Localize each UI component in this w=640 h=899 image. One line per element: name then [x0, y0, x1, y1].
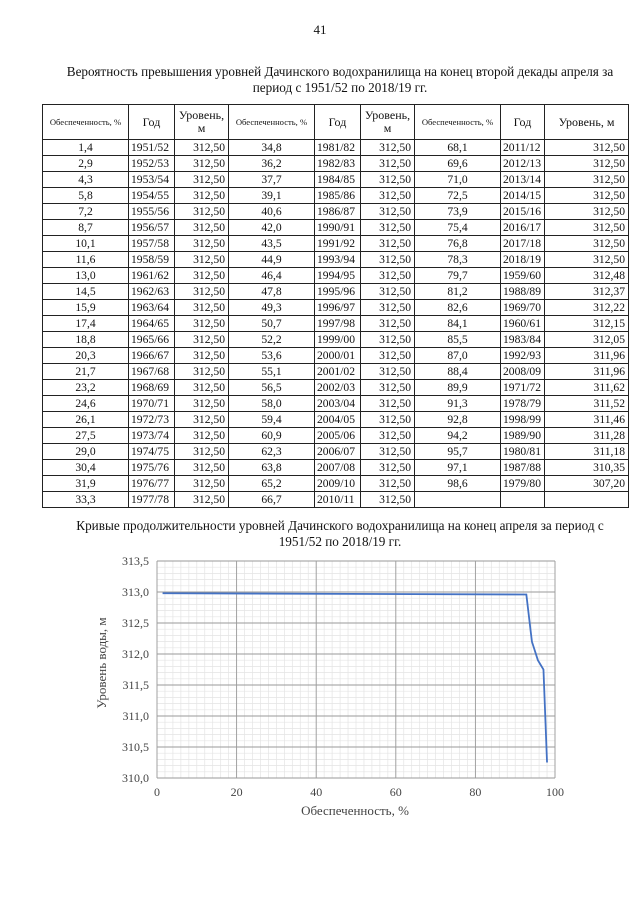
year-cell: 1998/99: [501, 412, 545, 428]
level-cell: 312,50: [175, 284, 229, 300]
level-cell: 312,50: [361, 284, 415, 300]
x-tick-label: 100: [546, 785, 564, 799]
header-probability: Обеспеченность, %: [415, 105, 501, 140]
year-cell: 1968/69: [129, 380, 175, 396]
level-cell: 312,50: [175, 380, 229, 396]
level-cell: 311,96: [545, 348, 629, 364]
level-cell: 312,22: [545, 300, 629, 316]
table-row: [43, 412, 629, 428]
year-cell: 1953/54: [129, 172, 175, 188]
probability-cell: 34,8: [229, 140, 315, 156]
year-cell: 2005/06: [315, 428, 361, 444]
level-cell: 312,50: [545, 220, 629, 236]
page-number: 41: [313, 22, 327, 37]
level-cell: 312,50: [361, 300, 415, 316]
probability-cell: 10,1: [43, 236, 129, 252]
year-cell: 2002/03: [315, 380, 361, 396]
level-cell: 311,18: [545, 444, 629, 460]
probability-cell: 66,7: [229, 492, 315, 508]
probability-cell: 8,7: [43, 220, 129, 236]
level-cell: 312,50: [175, 268, 229, 284]
exceedance-table: [42, 104, 629, 508]
year-cell: 1960/61: [501, 316, 545, 332]
year-cell: 1961/62: [129, 268, 175, 284]
level-cell: 312,50: [175, 476, 229, 492]
level-cell: 311,46: [545, 412, 629, 428]
probability-cell: 44,9: [229, 252, 315, 268]
x-axis-label: Обеспеченность, %: [301, 803, 409, 818]
table-row: [43, 428, 629, 444]
year-cell: 2008/09: [501, 364, 545, 380]
series-line: [163, 593, 547, 762]
probability-cell: 69,6: [415, 156, 501, 172]
x-tick-label: 80: [469, 785, 482, 799]
level-cell: 312,50: [545, 236, 629, 252]
header-level: Уровень, м: [175, 105, 229, 140]
probability-cell: 68,1: [415, 140, 501, 156]
probability-cell: 36,2: [229, 156, 315, 172]
level-cell: 312,50: [361, 428, 415, 444]
year-cell: 1959/60: [501, 268, 545, 284]
year-cell: 1997/98: [315, 316, 361, 332]
year-cell: 1958/59: [129, 252, 175, 268]
probability-cell: 20,3: [43, 348, 129, 364]
level-cell: 312,50: [361, 364, 415, 380]
year-cell: 1989/90: [501, 428, 545, 444]
year-cell: 1996/97: [315, 300, 361, 316]
y-tick-label: 310,0: [122, 771, 149, 785]
level-cell: 312,50: [175, 300, 229, 316]
probability-cell: 58,0: [229, 396, 315, 412]
level-cell: 312,05: [545, 332, 629, 348]
level-cell: 312,50: [545, 252, 629, 268]
level-cell: 312,48: [545, 268, 629, 284]
year-cell: 1995/96: [315, 284, 361, 300]
probability-cell: 21,7: [43, 364, 129, 380]
probability-cell: 13,0: [43, 268, 129, 284]
level-duration-chart: [0, 548, 640, 848]
table-row: [43, 220, 629, 236]
probability-cell: 27,5: [43, 428, 129, 444]
year-cell: 1978/79: [501, 396, 545, 412]
probability-cell: [415, 492, 501, 508]
level-cell: 312,50: [175, 140, 229, 156]
probability-cell: 88,4: [415, 364, 501, 380]
table-row: [43, 140, 629, 156]
probability-cell: 97,1: [415, 460, 501, 476]
table-row: [43, 492, 629, 508]
level-cell: 312,50: [361, 460, 415, 476]
level-cell: 312,50: [361, 220, 415, 236]
probability-cell: 89,9: [415, 380, 501, 396]
year-cell: 1991/92: [315, 236, 361, 252]
probability-cell: 76,8: [415, 236, 501, 252]
year-cell: 2015/16: [501, 204, 545, 220]
level-cell: 312,50: [545, 204, 629, 220]
year-cell: 2010/11: [315, 492, 361, 508]
year-cell: 2017/18: [501, 236, 545, 252]
header-year: Год: [315, 105, 361, 140]
header-probability: Обеспеченность, %: [43, 105, 129, 140]
level-cell: 312,50: [361, 476, 415, 492]
header-probability: Обеспеченность, %: [229, 105, 315, 140]
level-cell: 312,50: [361, 316, 415, 332]
level-cell: 311,28: [545, 428, 629, 444]
year-cell: 1987/88: [501, 460, 545, 476]
y-axis-ticks: [122, 554, 149, 785]
probability-cell: 4,3: [43, 172, 129, 188]
probability-cell: 92,8: [415, 412, 501, 428]
table-row: [43, 476, 629, 492]
table-row: [43, 236, 629, 252]
probability-cell: 60,9: [229, 428, 315, 444]
probability-cell: 82,6: [415, 300, 501, 316]
year-cell: 1964/65: [129, 316, 175, 332]
year-cell: 2016/17: [501, 220, 545, 236]
year-cell: 1993/94: [315, 252, 361, 268]
year-cell: 1972/73: [129, 412, 175, 428]
level-cell: 312,50: [361, 332, 415, 348]
probability-cell: 53,6: [229, 348, 315, 364]
level-cell: 312,50: [361, 188, 415, 204]
y-tick-label: 310,5: [122, 740, 149, 754]
level-cell: 312,50: [361, 444, 415, 460]
year-cell: 1956/57: [129, 220, 175, 236]
x-tick-label: 60: [389, 785, 402, 799]
year-cell: 2003/04: [315, 396, 361, 412]
level-cell: 311,96: [545, 364, 629, 380]
year-cell: [501, 492, 545, 508]
level-cell: 312,50: [175, 332, 229, 348]
level-cell: 312,50: [175, 220, 229, 236]
level-cell: 311,52: [545, 396, 629, 412]
year-cell: 1974/75: [129, 444, 175, 460]
year-cell: 2004/05: [315, 412, 361, 428]
year-cell: 1952/53: [129, 156, 175, 172]
level-cell: 312,50: [175, 204, 229, 220]
table-row: [43, 348, 629, 364]
header-level: Уровень, м: [545, 105, 629, 140]
probability-cell: 62,3: [229, 444, 315, 460]
level-cell: 312,50: [545, 172, 629, 188]
level-cell: 310,35: [545, 460, 629, 476]
year-cell: 1999/00: [315, 332, 361, 348]
probability-cell: 95,7: [415, 444, 501, 460]
table-row: [43, 460, 629, 476]
level-cell: 312,50: [175, 316, 229, 332]
year-cell: 1981/82: [315, 140, 361, 156]
probability-cell: 24,6: [43, 396, 129, 412]
probability-cell: 87,0: [415, 348, 501, 364]
probability-cell: 1,4: [43, 140, 129, 156]
y-tick-label: 312,0: [122, 647, 149, 661]
year-cell: 1962/63: [129, 284, 175, 300]
probability-cell: 75,4: [415, 220, 501, 236]
probability-cell: 91,3: [415, 396, 501, 412]
level-cell: 312,50: [175, 348, 229, 364]
probability-cell: 46,4: [229, 268, 315, 284]
year-cell: 1983/84: [501, 332, 545, 348]
level-cell: 307,20: [545, 476, 629, 492]
table-row: [43, 300, 629, 316]
year-cell: 1965/66: [129, 332, 175, 348]
year-cell: 2011/12: [501, 140, 545, 156]
probability-cell: 79,7: [415, 268, 501, 284]
year-cell: 1994/95: [315, 268, 361, 284]
probability-cell: 94,2: [415, 428, 501, 444]
table-row: [43, 204, 629, 220]
level-cell: 312,50: [175, 444, 229, 460]
level-cell: 312,50: [361, 236, 415, 252]
level-cell: 312,50: [175, 156, 229, 172]
year-cell: 1977/78: [129, 492, 175, 508]
year-cell: 1969/70: [501, 300, 545, 316]
probability-cell: 84,1: [415, 316, 501, 332]
level-cell: 312,50: [175, 236, 229, 252]
level-cell: [545, 492, 629, 508]
probability-cell: 31,9: [43, 476, 129, 492]
year-cell: 1984/85: [315, 172, 361, 188]
level-cell: 312,15: [545, 316, 629, 332]
table-row: [43, 188, 629, 204]
year-cell: 1988/89: [501, 284, 545, 300]
year-cell: 2000/01: [315, 348, 361, 364]
year-cell: 1967/68: [129, 364, 175, 380]
x-axis-ticks: [154, 785, 564, 799]
year-cell: 1973/74: [129, 428, 175, 444]
year-cell: 2006/07: [315, 444, 361, 460]
year-cell: 1971/72: [501, 380, 545, 396]
probability-cell: 15,9: [43, 300, 129, 316]
y-tick-label: 311,5: [122, 678, 149, 692]
level-cell: 312,50: [175, 492, 229, 508]
probability-cell: 47,8: [229, 284, 315, 300]
year-cell: 2001/02: [315, 364, 361, 380]
level-cell: 312,50: [361, 140, 415, 156]
table-row: [43, 444, 629, 460]
table-row: [43, 268, 629, 284]
year-cell: 2018/19: [501, 252, 545, 268]
header-level: Уровень, м: [361, 105, 415, 140]
year-cell: 2013/14: [501, 172, 545, 188]
chart-title: Кривые продолжительности уровней Дачинского водохранилища на конец апреля за период с 1951/52 по 2018/19 гг.: [76, 518, 604, 549]
probability-cell: 42,0: [229, 220, 315, 236]
level-cell: 311,62: [545, 380, 629, 396]
probability-cell: 14,5: [43, 284, 129, 300]
probability-cell: 33,3: [43, 492, 129, 508]
year-cell: 1980/81: [501, 444, 545, 460]
table-row: [43, 396, 629, 412]
probability-cell: 71,0: [415, 172, 501, 188]
level-cell: 312,50: [361, 252, 415, 268]
y-axis-label: Уровень воды, м: [94, 617, 109, 709]
y-tick-label: 313,5: [122, 554, 149, 568]
probability-cell: 55,1: [229, 364, 315, 380]
level-cell: 312,50: [361, 348, 415, 364]
probability-cell: 5,8: [43, 188, 129, 204]
header-year: Год: [501, 105, 545, 140]
probability-cell: 63,8: [229, 460, 315, 476]
table-header-row: [43, 105, 629, 140]
level-cell: 312,50: [545, 156, 629, 172]
level-cell: 312,50: [175, 412, 229, 428]
probability-cell: 81,2: [415, 284, 501, 300]
y-tick-label: 312,5: [122, 616, 149, 630]
year-cell: 1966/67: [129, 348, 175, 364]
level-cell: 312,50: [361, 268, 415, 284]
year-cell: 2014/15: [501, 188, 545, 204]
level-cell: 312,50: [361, 380, 415, 396]
year-cell: 1979/80: [501, 476, 545, 492]
level-cell: 312,50: [545, 188, 629, 204]
probability-cell: 85,5: [415, 332, 501, 348]
probability-cell: 7,2: [43, 204, 129, 220]
year-cell: 1976/77: [129, 476, 175, 492]
year-cell: 1985/86: [315, 188, 361, 204]
probability-cell: 72,5: [415, 188, 501, 204]
table-body: [43, 140, 629, 508]
x-tick-label: 20: [230, 785, 243, 799]
year-cell: 2007/08: [315, 460, 361, 476]
year-cell: 1954/55: [129, 188, 175, 204]
probability-cell: 17,4: [43, 316, 129, 332]
level-cell: 312,50: [545, 140, 629, 156]
table-row: [43, 364, 629, 380]
level-cell: 312,50: [175, 428, 229, 444]
probability-cell: 40,6: [229, 204, 315, 220]
level-cell: 312,50: [361, 396, 415, 412]
year-cell: 1982/83: [315, 156, 361, 172]
table-row: [43, 332, 629, 348]
year-cell: 1992/93: [501, 348, 545, 364]
level-cell: 312,50: [175, 364, 229, 380]
probability-cell: 37,7: [229, 172, 315, 188]
level-cell: 312,50: [175, 252, 229, 268]
table-row: [43, 284, 629, 300]
year-cell: 1975/76: [129, 460, 175, 476]
probability-cell: 78,3: [415, 252, 501, 268]
probability-cell: 73,9: [415, 204, 501, 220]
y-tick-label: 313,0: [122, 585, 149, 599]
probability-cell: 43,5: [229, 236, 315, 252]
level-cell: 312,50: [175, 460, 229, 476]
year-cell: 1986/87: [315, 204, 361, 220]
level-cell: 312,50: [361, 156, 415, 172]
level-cell: 312,50: [361, 172, 415, 188]
probability-cell: 59,4: [229, 412, 315, 428]
year-cell: 2009/10: [315, 476, 361, 492]
year-cell: 1963/64: [129, 300, 175, 316]
level-cell: 312,50: [361, 412, 415, 428]
probability-cell: 18,8: [43, 332, 129, 348]
level-cell: 312,50: [175, 396, 229, 412]
x-tick-label: 40: [310, 785, 323, 799]
probability-cell: 2,9: [43, 156, 129, 172]
probability-cell: 30,4: [43, 460, 129, 476]
level-cell: 312,50: [175, 172, 229, 188]
table-row: [43, 156, 629, 172]
year-cell: 1990/91: [315, 220, 361, 236]
year-cell: 1951/52: [129, 140, 175, 156]
probability-cell: 98,6: [415, 476, 501, 492]
probability-cell: 11,6: [43, 252, 129, 268]
table-row: [43, 316, 629, 332]
table-row: [43, 380, 629, 396]
year-cell: 2012/13: [501, 156, 545, 172]
probability-cell: 52,2: [229, 332, 315, 348]
table-title: Вероятность превышения уровней Дачинского водохранилища на конец второй декады апреля за период с 1951/52 по 2018/19 гг.: [66, 64, 614, 95]
table-row: [43, 172, 629, 188]
header-year: Год: [129, 105, 175, 140]
probability-cell: 29,0: [43, 444, 129, 460]
probability-cell: 39,1: [229, 188, 315, 204]
y-tick-label: 311,0: [122, 709, 149, 723]
probability-cell: 23,2: [43, 380, 129, 396]
x-tick-label: 0: [154, 785, 160, 799]
level-cell: 312,50: [175, 188, 229, 204]
table-row: [43, 252, 629, 268]
level-cell: 312,37: [545, 284, 629, 300]
year-cell: 1970/71: [129, 396, 175, 412]
probability-cell: 26,1: [43, 412, 129, 428]
year-cell: 1955/56: [129, 204, 175, 220]
probability-cell: 65,2: [229, 476, 315, 492]
level-cell: 312,50: [361, 492, 415, 508]
level-cell: 312,50: [361, 204, 415, 220]
year-cell: 1957/58: [129, 236, 175, 252]
probability-cell: 56,5: [229, 380, 315, 396]
probability-cell: 50,7: [229, 316, 315, 332]
probability-cell: 49,3: [229, 300, 315, 316]
